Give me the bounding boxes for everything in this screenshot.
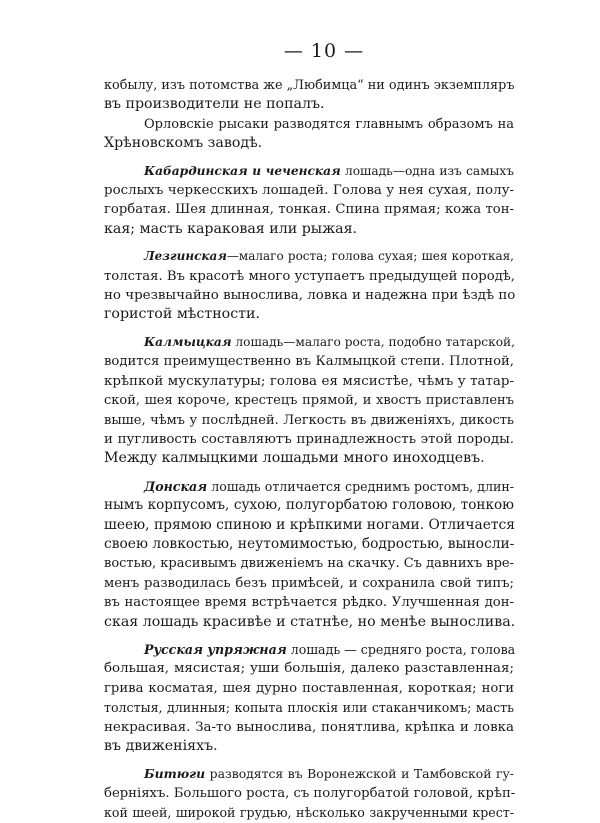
breed-name: Русская упряжная — [144, 641, 287, 657]
text-line: востью, красивымъ движеніемъ на скачку. Съ давнихъ вре- — [104, 556, 514, 572]
text-fragment: лошадь—малаго роста, подобно татарской, — [231, 334, 516, 349]
text-line — [104, 764, 514, 783]
text-line — [104, 640, 514, 659]
text-line: кой шеей, широкой грудью, нѣсколько закрученными крест- — [104, 805, 514, 821]
breed-name: Калмыцкая — [144, 334, 232, 349]
paragraph-kabardian — [104, 162, 514, 240]
paragraph-lezgin — [104, 247, 514, 325]
text-line: но чрезвычайно вынослива, ловка и надежна при ѣздѣ по — [104, 288, 516, 304]
text-line: и пугливость составляютъ принадлежность этой породы. — [104, 431, 514, 447]
page-text — [104, 76, 514, 823]
page-number: — 10 — — [283, 40, 365, 62]
paragraph-orlov — [104, 115, 514, 154]
text-line: Хрѣновскомъ заводѣ. — [104, 135, 263, 152]
text-line: Между калмыцкими лошадьми много иноходцевъ. — [104, 450, 485, 467]
text-fragment: —малаго роста; голова сухая; шея короткая, — [226, 249, 514, 264]
paragraph-continuation — [104, 76, 514, 115]
text-line: ская лошадь красивѣе и статнѣе, но менѣе вынослива. — [104, 613, 516, 630]
text-line: нымъ корпусомъ, сухою, полугорбатою головою, тонкою — [104, 497, 514, 514]
breed-name: Лезгинская — [144, 249, 227, 264]
breed-name: Кабардинская и чеченская — [144, 163, 341, 178]
text-line: въ производители не попалъ. — [104, 96, 325, 113]
text-line: въ движеніяхъ. — [104, 738, 218, 754]
text-line: гористой мѣстности. — [104, 306, 260, 323]
text-line: менъ разводилась безъ примѣсей, и сохранила свой типъ; — [104, 575, 514, 591]
paragraph-kalmyk — [104, 333, 514, 469]
text-line: ской, шея короче, крестецъ прямой, и хвостъ приставленъ — [104, 393, 514, 409]
text-line: крѣпкой мускулатуры; голова ея мясистѣе, чѣмъ у татар- — [104, 373, 514, 389]
text-line: своею ловкостью, неутомимостью, бодростью, выносли- — [104, 535, 515, 552]
text-fragment: лошадь — средняго роста, голова — [286, 641, 516, 657]
text-line: горбатая. Шея длинная, тонкая. Спина прямая; кожа тон- — [104, 202, 514, 218]
text-line — [104, 247, 514, 266]
text-line: берніяхъ. Большого роста, съ полугорбатой головой, крѣп- — [104, 785, 516, 801]
breed-name: Битюги — [144, 766, 206, 782]
text-line — [104, 477, 514, 496]
text-fragment: разводятся въ Воронежской и Тамбовской гу- — [205, 766, 514, 782]
text-line — [104, 333, 514, 352]
book-page — [104, 40, 514, 823]
text-line: водится преимущественно въ Калмыцкой степи. Плотной, — [104, 354, 514, 370]
paragraph-russian-harness — [104, 640, 514, 756]
text-fragment: лошадь—одна изъ самыхъ — [340, 163, 515, 178]
text-line: некрасивая. За-то вынослива, понятлива, крѣпка и ловка — [104, 719, 514, 735]
text-line: большая, мясистая; уши большія, далеко разставленная; — [104, 661, 514, 677]
text-line: грива косматая, шея дурно поставленная, короткая; ноги — [104, 680, 514, 696]
text-line: толстыя, длинныя; копыта плоскія или стаканчикомъ; масть — [104, 700, 514, 716]
text-line: въ настоящее время встрѣчается рѣдко. Улучшенная дон- — [104, 595, 514, 611]
paragraph-bityug — [104, 764, 514, 822]
text-fragment: лошадь отличается среднимъ ростомъ, длин- — [207, 478, 514, 494]
breed-name: Донская — [144, 478, 208, 494]
text-line: рослыхъ черкесскихъ лошадей. Голова у нея сухая, полу- — [104, 183, 514, 199]
text-line: Орловскіе рысаки разводятся главнымъ образомъ на — [144, 116, 514, 132]
text-line: кая; масть караковая или рыжая. — [104, 220, 358, 237]
text-line: шеею, прямою спиною и крѣпкими ногами. Отличается — [104, 516, 515, 533]
paragraph-don — [104, 477, 514, 632]
text-line: кобылу, изъ потомства же „Любимца“ ни одинъ экземпляръ — [104, 78, 515, 93]
text-line: толстая. Въ красотѣ много уступаетъ предыдущей породѣ, — [104, 268, 515, 284]
text-line: выше, чѣмъ у послѣдней. Легкость въ движеніяхъ, дикость — [104, 412, 514, 428]
text-line — [104, 162, 514, 181]
